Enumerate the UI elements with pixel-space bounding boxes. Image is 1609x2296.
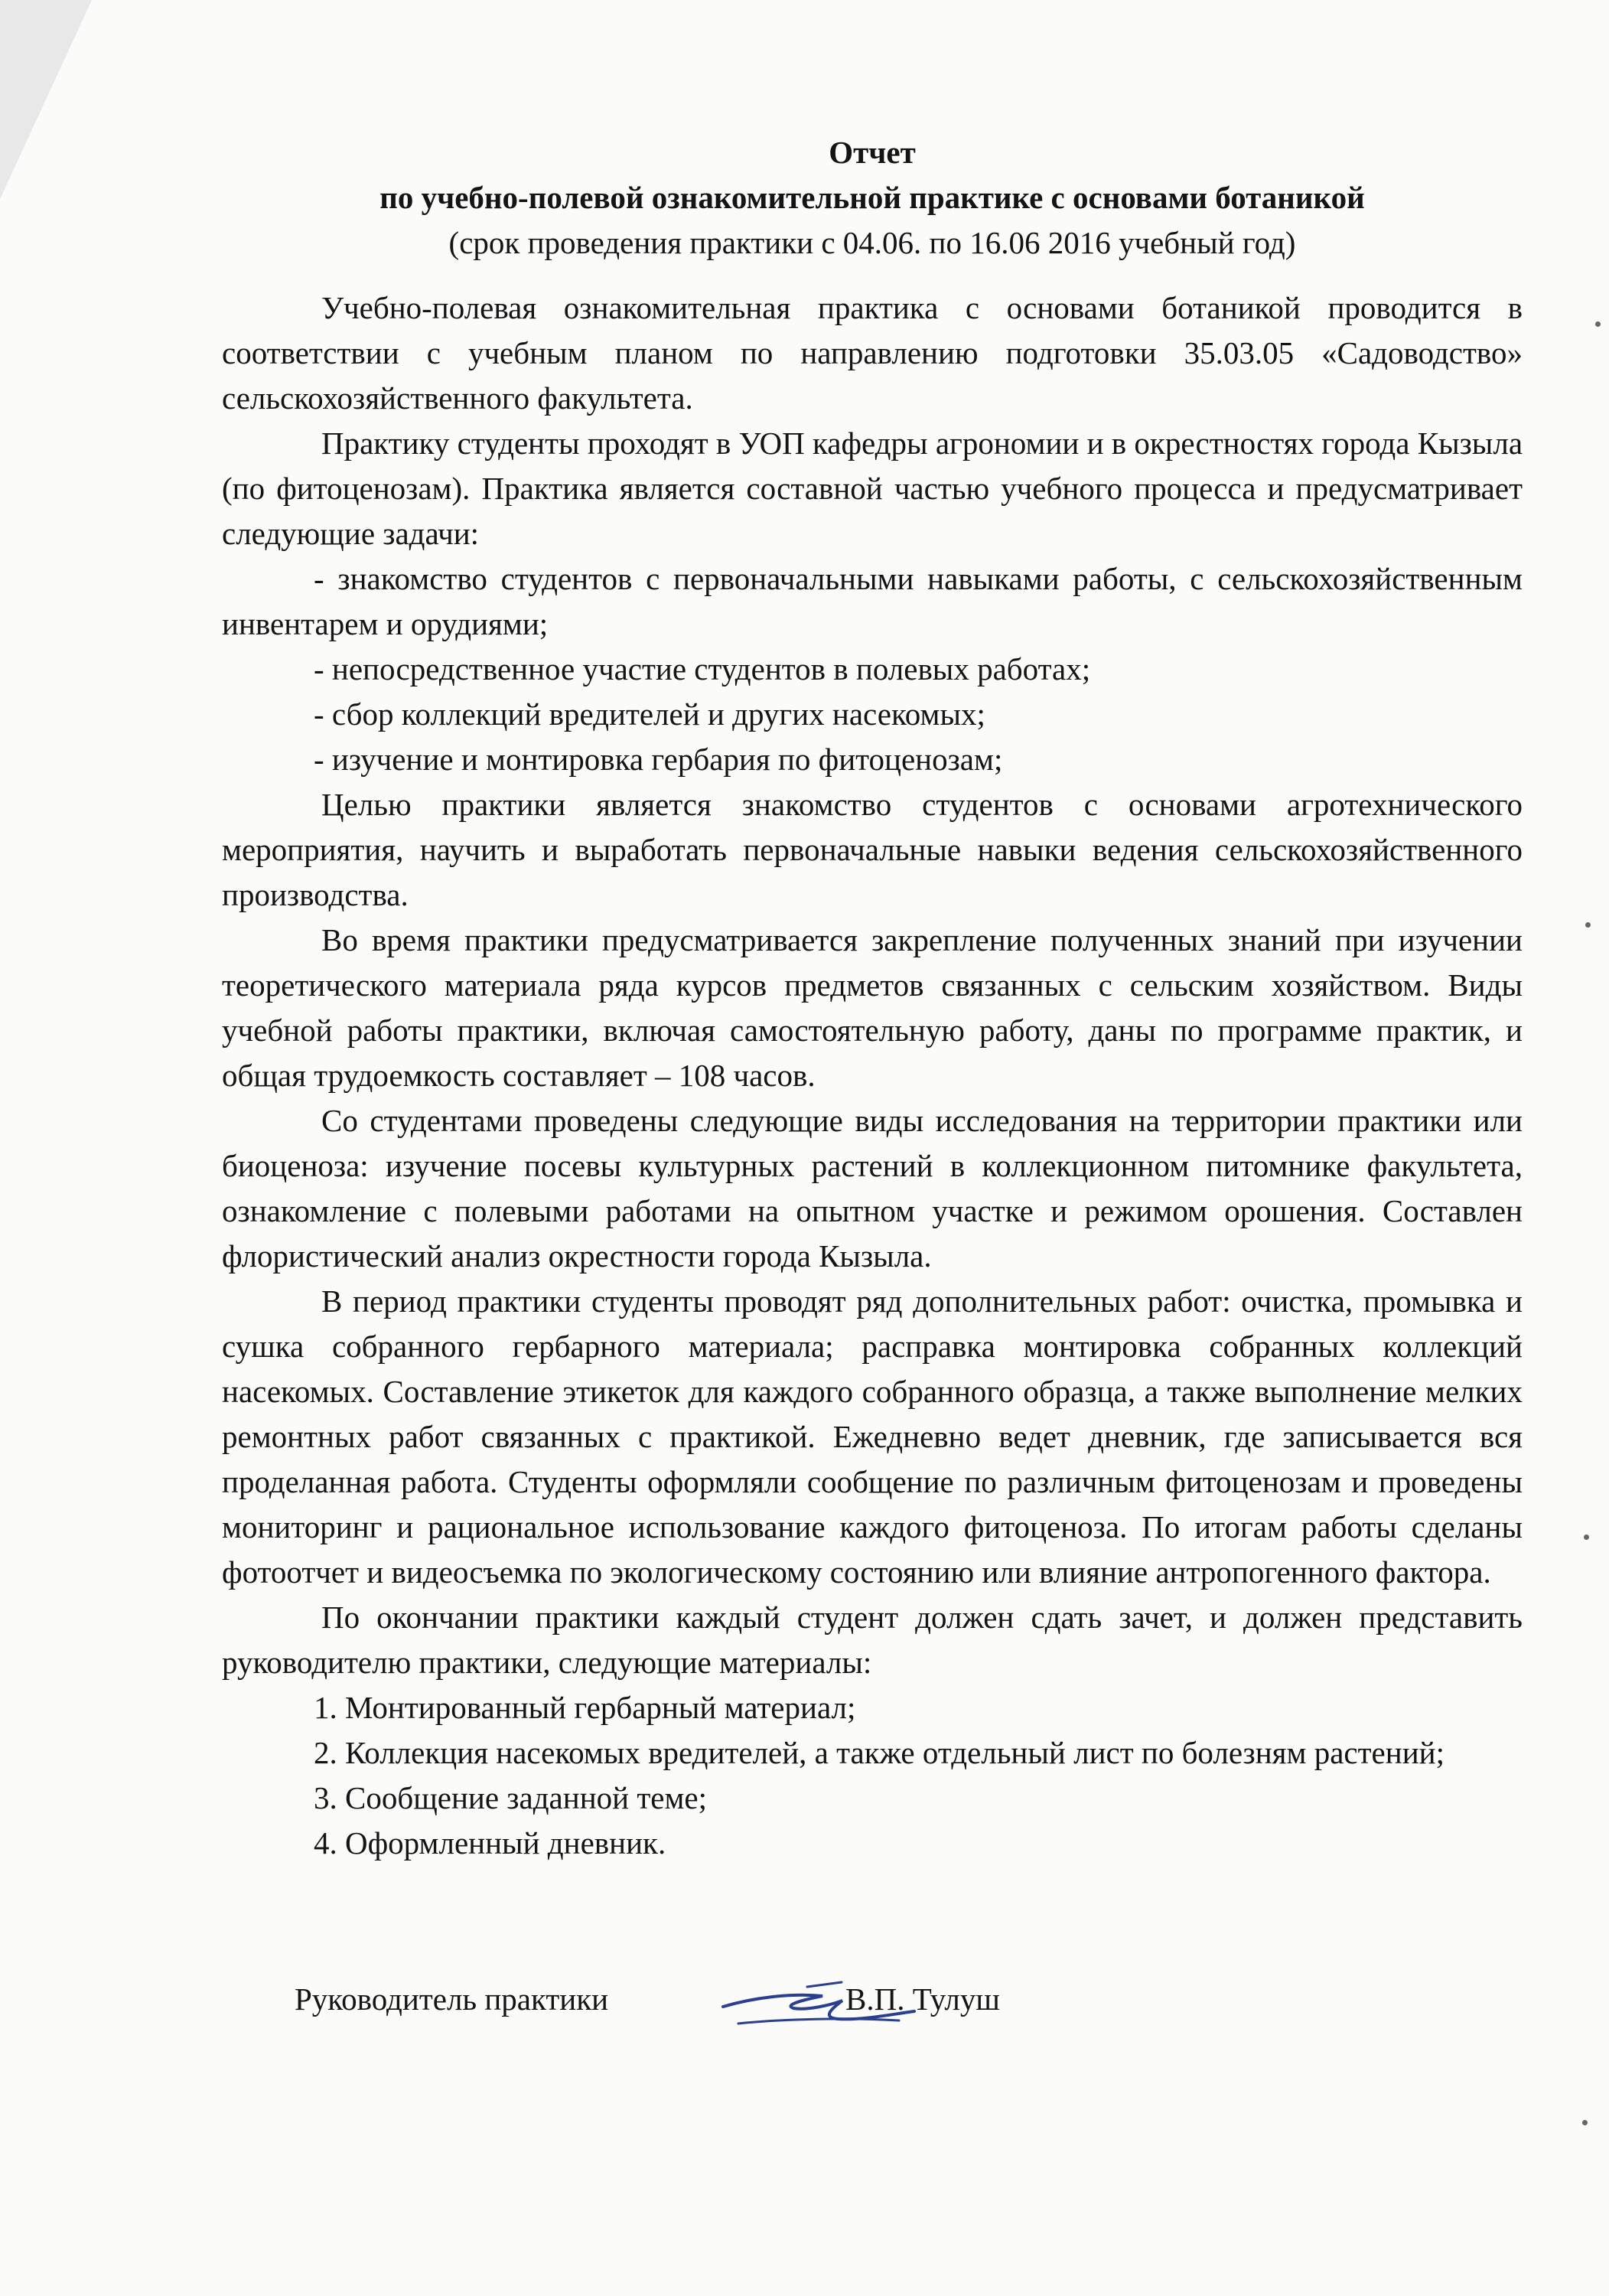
document-body [222,130,1523,1866]
material-item: 2. Коллекция насекомых вредителей, а также отдельный лист по болезням растений; [314,1735,1445,1770]
scan-speck [1582,2120,1588,2125]
page-corner-shadow [0,0,92,199]
paragraph-research: Со студентами проведены следующие виды исследования на территории практики или биоценоза: изучение посевы культурных растений в коллекционном питомнике факультета, ознакомление с полевыми работами на опытном участке и режимом орошения. Составлен флористический анализ окрестности города Кызыла. [222,1103,1523,1274]
scan-speck [1595,321,1601,327]
material-item: 3. Сообщение заданной теме; [314,1780,707,1815]
paragraph-location: Практику студенты проходят в УОП кафедры агрономии и в окрестностях города Кызыла (по фитоценозам). Практика является составной частью учебного процесса и предусматривает следующие задачи: [222,426,1523,551]
paragraph-additional-work: В период практики студенты проводят ряд дополнительных работ: очистка, промывка и сушка собранного гербарного материала; расправка монтировка собранных коллекций насекомых. Составление этикеток для каждого собранного образца, а также выполнение мелких ремонтных работ связанных с практикой. Ежедневно ведет дневник, где записывается вся проделанная работа. Студенты оформляли сообщение по различным фитоценозам и проведены мониторинг и рациональное использование каждого фитоценоза. По итогам работы сделаны фотоотчет и видеосъемка по экологическому состоянию или влияние антропогенного фактора. [222,1283,1523,1590]
scan-speck [1585,922,1591,928]
scan-speck [1584,1534,1589,1540]
signature-name: В.П. Тулуш [845,1981,1000,2017]
task-item: - сбор коллекций вредителей и других насекомых; [314,696,985,732]
paragraph-intro: Учебно-полевая ознакомительная практика с основами ботаникой проводится в соответствии с учебным планом по направлению подготовки 35.03.05 «Садоводство» сельскохозяйственного факультета. [222,290,1523,416]
task-item: - непосредственное участие студентов в полевых работах; [314,651,1091,687]
paragraph-goal: Целью практики является знакомство студентов с основами агротехнического мероприятия, научить и выработать первоначальные навыки ведения сельскохозяйственного производства. [222,787,1523,912]
task-item: - знакомство студентов с первоначальными навыками работы, с сельскохозяйственным инвентарем и орудиями; [222,561,1523,641]
practice-dates: (срок проведения практики с 04.06. по 16.06 2016 учебный год) [448,225,1296,260]
document-title: Отчет [829,135,916,170]
paragraph-knowledge: Во время практики предусматривается закрепление полученных знаний при изучении теоретического материала ряда курсов предметов связанных с сельским хозяйством. Виды учебной работы практики, включая самостоятельную работу, даны по программе практик, и общая трудоемкость составляет – 108 часов. [222,922,1523,1093]
paragraph-requirements: По окончании практики каждый студент должен сдать зачет, и должен представить руководителю практики, следующие материалы: [222,1600,1523,1680]
document-subtitle: по учебно-полевой ознакомительной практике с основами ботаникой [379,180,1365,215]
signature-block [295,1967,1366,2036]
task-item: - изучение и монтировка гербария по фитоценозам; [314,742,1003,777]
signature-role: Руководитель практики [295,1981,609,2017]
material-item: 1. Монтированный гербарный материал; [314,1690,856,1725]
material-item: 4. Оформленный дневник. [314,1825,666,1861]
